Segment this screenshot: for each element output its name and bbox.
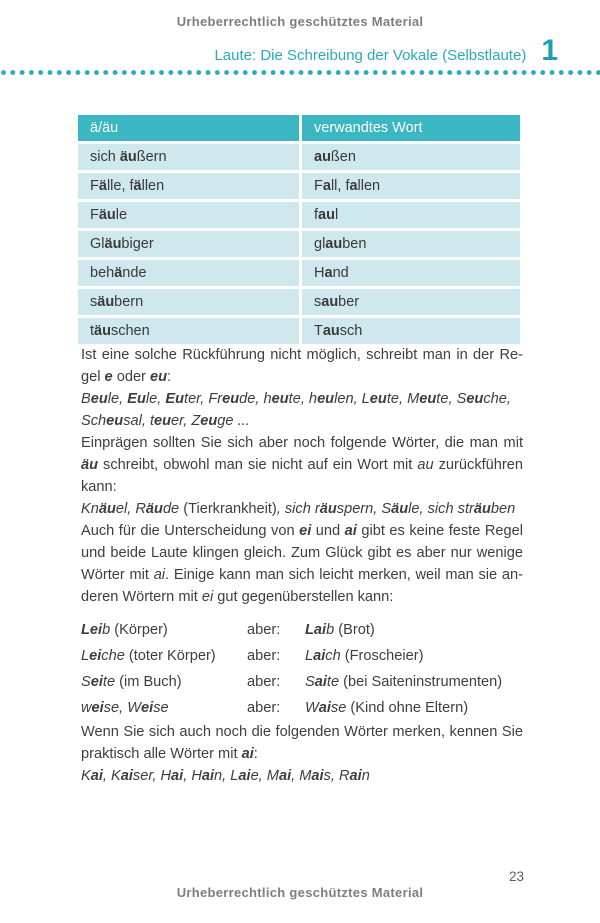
pair-right: Saite (bei Saiteninstrumenten) [305,674,503,690]
table-cell-right: Hand [302,260,520,286]
chapter-number: 1 [541,34,558,67]
pair-right: Laib (Brot) [305,622,375,638]
pair-separator: aber: [247,648,281,664]
table-cell-right: faul [302,202,520,228]
watermark-bottom: Urheberrechtlich geschütztes Material [176,885,424,900]
pair-separator: aber: [247,674,281,690]
word-list-aeu: Knäuel, Räude (Tierkrankheit), sich räuspern, Säule, sich sträuben [81,501,516,517]
table-cell-right: außen [302,144,520,170]
table-cell-left: täuschen [78,318,299,344]
table-cell-right: Fall, fallen [302,173,520,199]
pair-list [81,617,523,721]
table-cell-left: Fäule [78,202,299,228]
table-cell-left: behände [78,260,299,286]
pair-left: Leib (Körper) [81,622,168,638]
table-header-cell-verwandt: verwandtes Wort [302,115,520,141]
vowel-table [78,115,523,344]
pair-right: Laich (Froscheier) [305,648,424,664]
paragraph-aeu-exceptions: Einprägen sollten Sie sich aber noch folgende Wörter, die man mit äu schreibt, obwohl man sie nicht auf ein Wort mit au zurückführen kann: [81,435,524,495]
word-list-eu: Beule, Eule, Euter, Freude, heute, heulen, Leute, Meute, Seuche, Scheusal, teuer, Zeuge ... [81,391,511,429]
table-cell-right: sauber [302,289,520,315]
word-list-ai: Kai, Kaiser, Hai, Hain, Laie, Mai, Mais, Rain [81,768,370,784]
page-content [81,115,523,787]
dotted-divider [0,69,600,76]
paragraph-rule-eu: Ist eine solche Rückführung nicht möglich, schreibt man in der Regel e oder eu: [81,347,523,385]
table-cell-right: glauben [302,231,520,257]
pair-left: weise, Weise [81,700,169,716]
pair-separator: aber: [247,700,281,716]
chapter-header [214,36,558,66]
table-cell-left: Gläubiger [78,231,299,257]
pair-right: Waise (Kind ohne Eltern) [305,700,469,716]
table-cell-left: sich äußern [78,144,299,170]
table-cell-left: Fälle, fällen [78,173,299,199]
watermark-top: Urheberrechtlich geschütztes Material [176,14,424,29]
table-cell-left: säubern [78,289,299,315]
paragraph-ai: Wenn Sie sich auch noch die folgenden Wörter merken, kennen Sie praktisch alle Wörter mit ai: [81,724,523,762]
pair-separator: aber: [247,622,281,638]
page-number: 23 [508,869,524,884]
chapter-title: Laute: Die Schreibung der Vokale (Selbstlaute) [214,47,527,64]
pair-left: Leiche (toter Körper) [81,648,216,664]
paragraph-ei-ai: Auch für die Unterscheidung von ei und ai gibt es keine feste Regel und beide Laute klingen gleich. Zum Glück gibt es aber nur wenige Wörter mit ai. Einige kann man sich leicht merken, weil man sie anderen Wörtern mit ei gut gegenüberstellen kann: [81,523,523,605]
pair-left: Seite (im Buch) [81,674,182,690]
table-header-cell-aeu: ä/äu [78,115,299,141]
table-cell-right: Tausch [302,318,520,344]
